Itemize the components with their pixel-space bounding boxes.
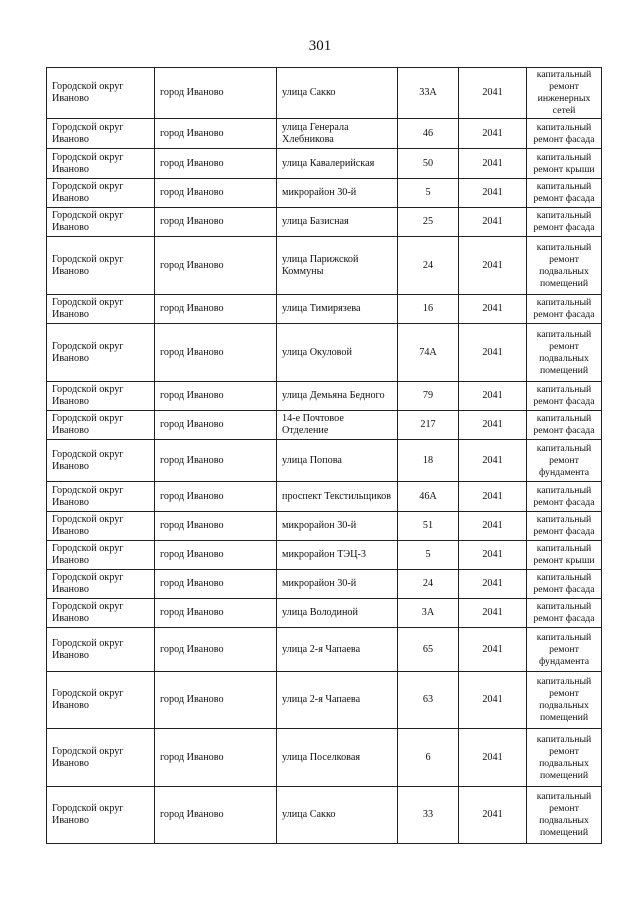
table-row [47, 411, 602, 440]
street-cell: улица Сакко [277, 68, 398, 119]
year-cell: 2041 [459, 599, 527, 628]
street-cell: улица Поселковая [277, 729, 398, 787]
year-cell: 2041 [459, 672, 527, 729]
street-cell: улица 2-я Чапаева [277, 628, 398, 672]
house-number-cell: 33А [398, 68, 459, 119]
street-cell: улица 2-я Чапаева [277, 672, 398, 729]
table-row [47, 237, 602, 295]
table-row [47, 68, 602, 119]
year-cell: 2041 [459, 324, 527, 382]
work-type-cell: капитальный ремонт подвальных помещений [527, 729, 602, 787]
district-cell: Городской округ Иваново [47, 295, 155, 324]
year-cell: 2041 [459, 179, 527, 208]
year-cell: 2041 [459, 68, 527, 119]
district-cell: Городской округ Иваново [47, 512, 155, 541]
work-type-cell: капитальный ремонт фасада [527, 512, 602, 541]
work-type-cell: капитальный ремонт фасада [527, 411, 602, 440]
year-cell: 2041 [459, 149, 527, 179]
work-type-cell: капитальный ремонт подвальных помещений [527, 672, 602, 729]
work-type-cell: капитальный ремонт подвальных помещений [527, 237, 602, 295]
work-type-cell: капитальный ремонт крыши [527, 149, 602, 179]
table-row [47, 599, 602, 628]
city-cell: город Иваново [155, 149, 277, 179]
house-number-cell: 217 [398, 411, 459, 440]
street-cell: проспект Текстильщиков [277, 482, 398, 512]
year-cell: 2041 [459, 729, 527, 787]
city-cell: город Иваново [155, 482, 277, 512]
year-cell: 2041 [459, 787, 527, 844]
work-type-cell: капитальный ремонт подвальных помещений [527, 787, 602, 844]
city-cell: город Иваново [155, 295, 277, 324]
page-number: 301 [308, 38, 332, 54]
table-row [47, 541, 602, 570]
year-cell: 2041 [459, 482, 527, 512]
street-cell: улица Сакко [277, 787, 398, 844]
city-cell: город Иваново [155, 599, 277, 628]
year-cell: 2041 [459, 237, 527, 295]
street-cell: микрорайон ТЭЦ-3 [277, 541, 398, 570]
house-number-cell: 33 [398, 787, 459, 844]
house-number-cell: 79 [398, 382, 459, 411]
table-row [47, 672, 602, 729]
house-number-cell: 74А [398, 324, 459, 382]
street-cell: улица Кавалерийская [277, 149, 398, 179]
district-cell: Городской округ Иваново [47, 237, 155, 295]
street-cell: улица Базисная [277, 208, 398, 237]
work-type-cell: капитальный ремонт фасада [527, 119, 602, 149]
street-cell: улица Генерала Хлебникова [277, 119, 398, 149]
house-number-cell: 5 [398, 541, 459, 570]
table-body [47, 68, 602, 844]
house-number-cell: 50 [398, 149, 459, 179]
city-cell: город Иваново [155, 787, 277, 844]
table-row [47, 512, 602, 541]
work-type-cell: капитальный ремонт подвальных помещений [527, 324, 602, 382]
house-number-cell: 3А [398, 599, 459, 628]
city-cell: город Иваново [155, 119, 277, 149]
table-row [47, 482, 602, 512]
street-cell: улица Окуловой [277, 324, 398, 382]
district-cell: Городской округ Иваново [47, 208, 155, 237]
table-row [47, 570, 602, 599]
year-cell: 2041 [459, 440, 527, 482]
year-cell: 2041 [459, 628, 527, 672]
district-cell: Городской округ Иваново [47, 68, 155, 119]
work-type-cell: капитальный ремонт фасада [527, 382, 602, 411]
street-cell: улица Демьяна Бедного [277, 382, 398, 411]
year-cell: 2041 [459, 295, 527, 324]
work-type-cell: капитальный ремонт фасада [527, 179, 602, 208]
street-cell: улица Парижской Коммуны [277, 237, 398, 295]
repair-schedule-table [46, 67, 602, 844]
city-cell: город Иваново [155, 512, 277, 541]
street-cell: улица Тимирязева [277, 295, 398, 324]
table-row [47, 729, 602, 787]
district-cell: Городской округ Иваново [47, 672, 155, 729]
city-cell: город Иваново [155, 729, 277, 787]
district-cell: Городской округ Иваново [47, 599, 155, 628]
house-number-cell: 46 [398, 119, 459, 149]
city-cell: город Иваново [155, 440, 277, 482]
city-cell: город Иваново [155, 382, 277, 411]
street-cell: улица Попова [277, 440, 398, 482]
district-cell: Городской округ Иваново [47, 482, 155, 512]
work-type-cell: капитальный ремонт фасада [527, 570, 602, 599]
table-row [47, 382, 602, 411]
district-cell: Городской округ Иваново [47, 382, 155, 411]
city-cell: город Иваново [155, 541, 277, 570]
year-cell: 2041 [459, 512, 527, 541]
city-cell: город Иваново [155, 237, 277, 295]
work-type-cell: капитальный ремонт крыши [527, 541, 602, 570]
city-cell: город Иваново [155, 570, 277, 599]
district-cell: Городской округ Иваново [47, 729, 155, 787]
work-type-cell: капитальный ремонт инженерных сетей [527, 68, 602, 119]
city-cell: город Иваново [155, 179, 277, 208]
year-cell: 2041 [459, 541, 527, 570]
house-number-cell: 6 [398, 729, 459, 787]
street-cell: микрорайон 30-й [277, 179, 398, 208]
house-number-cell: 16 [398, 295, 459, 324]
house-number-cell: 63 [398, 672, 459, 729]
table-row [47, 440, 602, 482]
district-cell: Городской округ Иваново [47, 179, 155, 208]
street-cell: улица Володиной [277, 599, 398, 628]
house-number-cell: 24 [398, 237, 459, 295]
district-cell: Городской округ Иваново [47, 541, 155, 570]
work-type-cell: капитальный ремонт фасада [527, 599, 602, 628]
work-type-cell: капитальный ремонт фасада [527, 482, 602, 512]
year-cell: 2041 [459, 119, 527, 149]
district-cell: Городской округ Иваново [47, 119, 155, 149]
year-cell: 2041 [459, 411, 527, 440]
district-cell: Городской округ Иваново [47, 440, 155, 482]
city-cell: город Иваново [155, 324, 277, 382]
house-number-cell: 24 [398, 570, 459, 599]
district-cell: Городской округ Иваново [47, 411, 155, 440]
city-cell: город Иваново [155, 208, 277, 237]
house-number-cell: 25 [398, 208, 459, 237]
table-row [47, 208, 602, 237]
house-number-cell: 18 [398, 440, 459, 482]
district-cell: Городской округ Иваново [47, 149, 155, 179]
house-number-cell: 65 [398, 628, 459, 672]
district-cell: Городской округ Иваново [47, 628, 155, 672]
work-type-cell: капитальный ремонт фундамента [527, 628, 602, 672]
street-cell: микрорайон 30-й [277, 512, 398, 541]
table-row [47, 149, 602, 179]
year-cell: 2041 [459, 382, 527, 411]
city-cell: город Иваново [155, 68, 277, 119]
house-number-cell: 5 [398, 179, 459, 208]
table-row [47, 179, 602, 208]
city-cell: город Иваново [155, 411, 277, 440]
city-cell: город Иваново [155, 628, 277, 672]
house-number-cell: 46А [398, 482, 459, 512]
district-cell: Городской округ Иваново [47, 570, 155, 599]
table-row [47, 324, 602, 382]
house-number-cell: 51 [398, 512, 459, 541]
work-type-cell: капитальный ремонт фасада [527, 208, 602, 237]
table-row [47, 295, 602, 324]
table-row [47, 628, 602, 672]
work-type-cell: капитальный ремонт фундамента [527, 440, 602, 482]
table-row [47, 787, 602, 844]
district-cell: Городской округ Иваново [47, 787, 155, 844]
year-cell: 2041 [459, 208, 527, 237]
street-cell: 14-е Почтовое Отделение [277, 411, 398, 440]
street-cell: микрорайон 30-й [277, 570, 398, 599]
work-type-cell: капитальный ремонт фасада [527, 295, 602, 324]
table-row [47, 119, 602, 149]
district-cell: Городской округ Иваново [47, 324, 155, 382]
year-cell: 2041 [459, 570, 527, 599]
city-cell: город Иваново [155, 672, 277, 729]
